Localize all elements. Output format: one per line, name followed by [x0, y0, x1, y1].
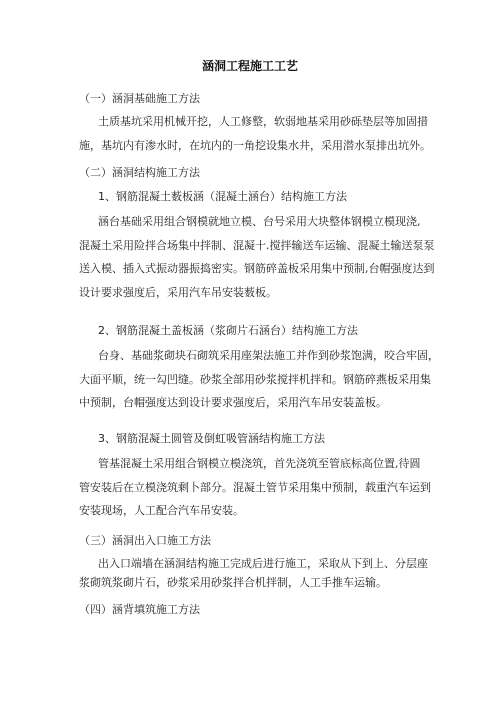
- paragraph-line: 出入口端墙在涵洞结构施工完成后进行施工，采取从下到上、分层座: [98, 557, 428, 570]
- paragraph-line: 土质基坑采用机械开挖，人工修整，软弱地基采用砂砾垫层等加固措: [98, 115, 428, 128]
- subheading-1: 1、钢筋混凝土薮板涵（混凝土涵台）结构施工方法: [98, 190, 347, 203]
- paragraph-line: 大面平顺，统一勾凹缝。砂浆全部用砂浆搅拌机拌和。钢筋碎燕板采用集: [79, 372, 431, 386]
- section-heading-2: （二）涵洞结构施工方法: [79, 166, 200, 179]
- paragraph-line: 浆砌筑浆砌片石，砂浆采用砂浆拌合机拌制，人工手推车运输。: [79, 576, 387, 589]
- paragraph-3: [79, 344, 453, 415]
- paragraph-line: 管安装后在立模浇筑剩卜部分。混凝土管节采用集中预制，载重汽车运到: [79, 480, 431, 494]
- paragraph-line: 混凝土采用险拌合场集中拌制、混凝十.搅拌输送车运输、混凝土输送泵泵: [79, 238, 435, 252]
- paragraph-5: [79, 554, 453, 592]
- section-heading-3: （三）涵洞出入口施工方法: [79, 534, 211, 547]
- paragraph-line: 中预制，台帽强度达到设计要求强度后，采用汽车吊安装盖板。: [79, 396, 387, 409]
- paragraph-line: 台身、基础浆砌块石砌筑采用座架法施工并作到砂浆饱满，咬合牢固，: [98, 349, 439, 362]
- paragraph-line: 安装现场，人工配合汽车吊安装。: [79, 504, 244, 517]
- document-title: 涵洞工程施工工艺: [201, 59, 298, 73]
- subheading-3: 3、钢筋混凝土圆管及倒虹吸管涵结构施工方法: [98, 432, 325, 445]
- section-heading-1: （一）涵洞基础施工方法: [79, 92, 200, 105]
- paragraph-line: 设计要求强度后，采用汽车吊安装薮板。: [79, 285, 277, 299]
- paragraph-line: 送入模、插入式振动器振捣密实。钢筋碎盖板采用集中预制,台帽强度达到: [79, 262, 435, 275]
- paragraph-2: [79, 210, 453, 304]
- paragraph-4: [79, 452, 453, 523]
- paragraph-line: 施，基坑内有渗水时，在坑内的一角挖设集水井，采用潜水泵排出坑外。: [79, 138, 431, 152]
- subheading-2: 2、钢筋混凝土盖板涵（浆砌片石涵台）结构施工方法: [98, 324, 358, 337]
- paragraph-1: [79, 110, 453, 157]
- paragraph-line: 涵台基础采用组合钢模就地立模、台号采用大块整体钢模立模现浇,: [98, 215, 421, 228]
- paragraph-line: 管基混凝土采用组合钢模立模浇筑，首先浇筑至管底标高位置,待圆: [98, 457, 421, 470]
- section-heading-4: （四）涵背填筑施工方法: [79, 603, 200, 616]
